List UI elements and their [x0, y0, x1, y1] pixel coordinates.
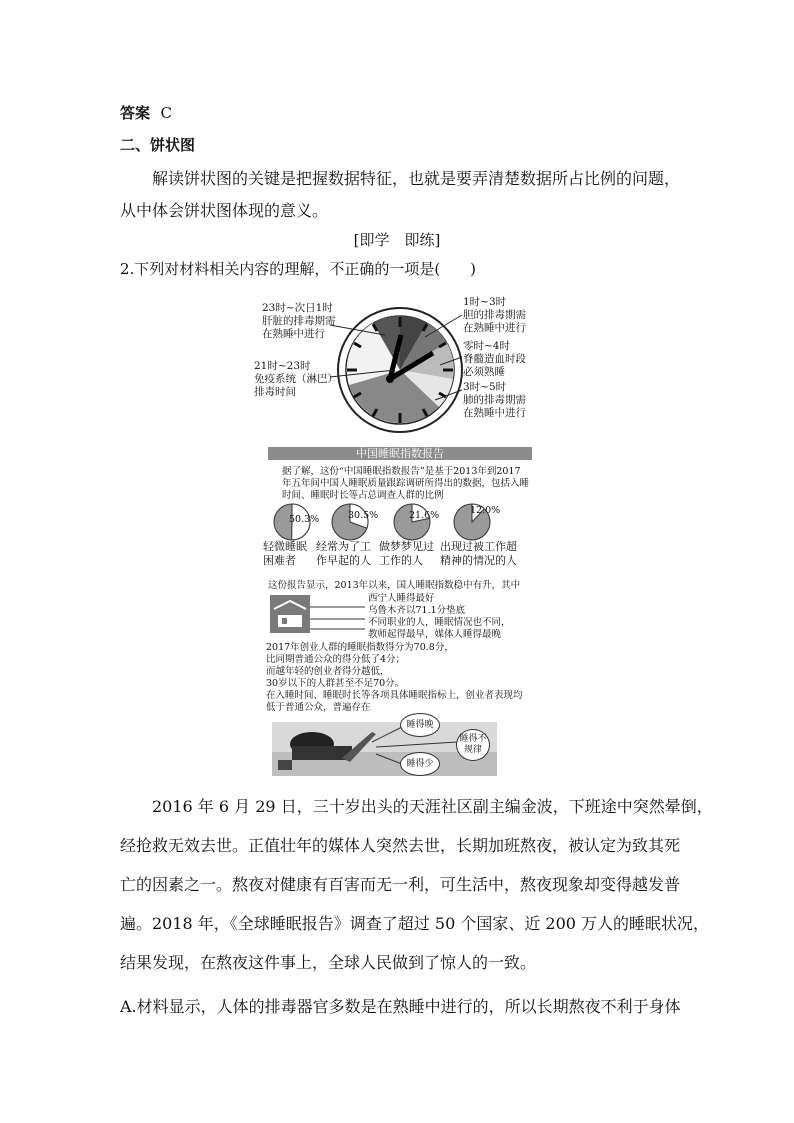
report-banner: 中国睡眠指数报告: [268, 447, 532, 460]
answer-label: 答案: [120, 104, 151, 122]
passage-line-2: 经抢救无效去世。正值壮年的媒体人突然去世，长期加班熬夜，被认定为致其死: [120, 836, 681, 855]
option-a: A.材料显示，人体的排毒器官多数是在熟睡中进行的，所以长期熬夜不利于身体: [120, 997, 681, 1016]
pie-2-value: 30.5%: [348, 510, 379, 521]
label-lung: 3时~5时 肺的排毒期需 在熟睡中进行: [463, 381, 526, 419]
pie-3-caption: 做梦梦见过 工作的人: [379, 540, 434, 567]
passage-line-5: 结果发现，在熬夜这件事上，全球人民做到了惊人的一致。: [120, 953, 537, 972]
answer-value: C: [160, 104, 172, 122]
label-gallbladder: 1时~3时 胆的排毒期需 在熟睡中进行: [463, 296, 526, 334]
bubble-irregular: 睡得不规律: [456, 729, 490, 761]
building-icon: [270, 595, 370, 635]
label-immune: 21时~23时 免疫系统（淋巴） 排毒时间: [254, 360, 338, 398]
passage-line-3: 亡的因素之一。熬夜对健康有百害而无一利，可生活中，熬夜现象却变得越发普: [120, 875, 681, 894]
pie-1-value: 50.3%: [289, 514, 320, 525]
report-intro: 据了解，这份“中国睡眠指数报告”是基于2013年到2017 年五年间中国人睡眠质量跟踪调研所得出的数据，包括入睡 时间、睡眠时长等占总调查人群的比例: [282, 466, 530, 501]
bubble-short: 睡得少: [400, 752, 440, 776]
practice-heading: [即学 即练]: [353, 231, 441, 249]
label-marrow: 零时~4时 脊髓造血时段 必须熟睡: [463, 340, 526, 378]
pie-1-caption: 轻微睡眠 困难者: [263, 540, 307, 567]
findings-list: 西宁人睡得最好 乌鲁木齐以71.1分垫底 不同职业的人，睡眠情况也不同， 教师起得最早，媒体人睡得最晚: [368, 593, 511, 640]
pie-4-value: 12.0%: [470, 505, 501, 516]
bubble-late: 睡得晚: [400, 713, 440, 737]
answer-line: [120, 102, 172, 123]
pie-2-caption: 经常为了工 作早起的人: [316, 540, 371, 567]
intro-line-1: 解读饼状图的关键是把握数据特征，也就是要弄清楚数据所占比例的问题，: [152, 169, 681, 188]
pie-3-value: 21.6%: [409, 510, 440, 521]
report-summary: 2017年创业人群的睡眠指数得分为70.8分， 比同期普通公众的得分低了4分； 而越年轻的创业者得分越低， 30岁以下的人群甚至不足70分。 在入睡时间、睡眠时长等各项具体睡眠指标上，创业者表现均 低于普通公众，普遍存在: [266, 642, 523, 713]
intro-line-2: 从中体会饼状图体现的意义。: [120, 201, 329, 220]
section-title: 二、饼状图: [120, 136, 196, 154]
question-stem: 2.下列对材料相关内容的理解，不正确的一项是( ): [120, 260, 477, 278]
passage-line-1: 2016 年 6 月 29 日，三十岁出头的天涯社区副主编金波，下班途中突然晕倒，: [152, 797, 713, 816]
passage-line-4: 遍。2018 年，《全球睡眠报告》调查了超过 50 个国家、近 200 万人的睡眠状况，: [120, 914, 710, 933]
findings-intro: 这份报告显示，2013年以来，国人睡眠指数稳中有升，其中: [268, 580, 521, 591]
pie-4-caption: 出现过被工作超 精神的情况的人: [440, 540, 517, 567]
label-liver: 23时~次日1时 肝脏的排毒期需 在熟睡中进行: [262, 302, 336, 340]
